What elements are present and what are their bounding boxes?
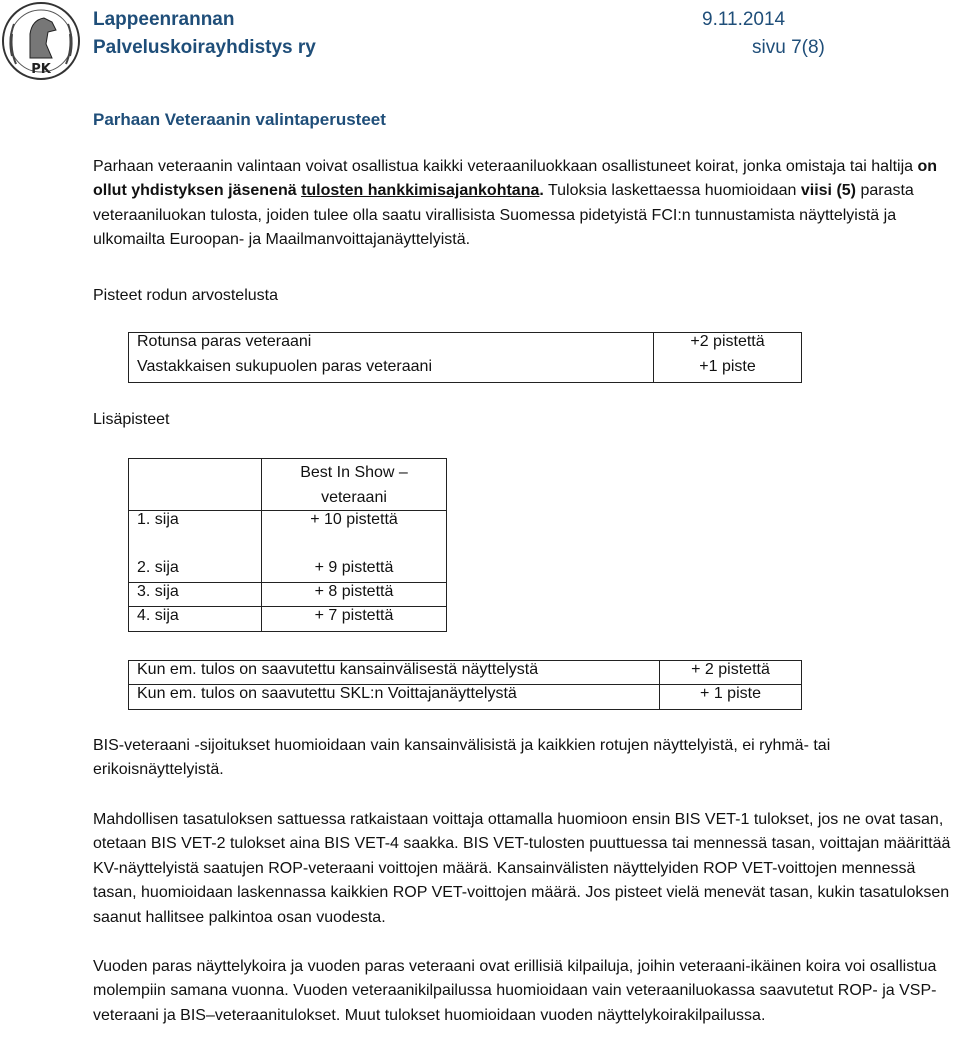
bis-header-line2: veteraani (321, 489, 387, 506)
club-logo (0, 0, 82, 82)
tiebreak-paragraph: Mahdollisen tasatuloksen sattuessa ratkaistaan voittaja ottamalla huomioon ensin BIS VET-1 tulokset, jos ne ovat tasan, otetaan BIS VET-2 tulokset aina BIS VET-4 saakka. BIS VET-tulosten puuttuessa tai mennessä tasan, voittajan määrittää KV-näyttelyistä saatujen ROP-veteraani voittojen määrä. Kansainvälisten näyttelyiden ROP VET-voittojen mennessä tasan, huomioidaan laskennassa kaikkien ROP VET-voittojen määrä. Jos pisteet vielä menevät tasan, kukin tasatuloksen saanut hallitsee palkintoa osan vuodesta. (93, 811, 951, 926)
intro-bold-3: viisi (5) (800, 182, 856, 200)
bis-header-line1: Best In Show – (300, 464, 408, 481)
breed-points-table (128, 332, 802, 383)
competition-paragraph: Vuoden paras näyttelykoira ja vuoden paras veteraani ovat erillisiä kilpailuja, joihin veteraani-ikäinen koira voi osallistua molempiin samana vuonna. Vuoden veteraanikilpailussa huomioidaan vain veteraaniluokassa saavutetut ROP- ja VSP- veteraani ja BIS–veteraanitulokset. Muut tulokset huomioidaan vuoden näyttelykoirakilpailussa. (93, 958, 937, 1024)
show-label-2: Kun em. tulos on saavutettu SKL:n Voittajanäyttelystä (129, 685, 660, 710)
intro-text-3: parasta veteraaniluokan tulosta, joiden tulee olla saatu virallisista Suomessa pidetyistä FCI:n tunnustamista näyttelyistä ja ulkomailta Euroopan- ja Maailmanvoittajanäyttelyistä. (93, 182, 914, 249)
intro-text-2: Tuloksia laskettaessa huomioidaan (543, 182, 801, 200)
intro-bold-underline: tulosten hankkimisajankohtana (301, 182, 540, 200)
table-row (129, 583, 447, 607)
show-points-2: + 1 piste (660, 685, 802, 710)
org-name-line1: Lappeenrannan (93, 9, 235, 30)
bis-table (128, 458, 447, 632)
bis-points-4: + 7 pistettä (262, 607, 447, 632)
show-points-1: + 2 pistettä (660, 661, 802, 685)
bis-points-2: + 9 pistettä (262, 559, 447, 583)
bis-place-3: 3. sija (129, 583, 262, 607)
bis-place-1: 1. sija (129, 511, 262, 559)
table-row (129, 459, 447, 511)
bis-note-paragraph: BIS-veteraani -sijoitukset huomioidaan vain kansainvälisistä ja kaikkien rotujen näyttelyistä, ei ryhmä- tai erikoisnäyttelyistä. (93, 737, 831, 779)
org-name-line2: Palveluskoirayhdistys ry (93, 37, 316, 58)
table-row (129, 333, 802, 358)
bonus-label: Lisäpisteet (93, 411, 170, 428)
table-row (129, 559, 447, 583)
page-number: sivu 7(8) (752, 37, 825, 58)
intro-bold-2: . (539, 182, 544, 200)
breed-label-2: Vastakkaisen sukupuolen paras veteraani (129, 358, 654, 383)
breed-label-1: Rotunsa paras veteraani (129, 333, 654, 358)
page-title: Parhaan Veteraanin valintaperusteet (93, 110, 386, 129)
bis-place-4: 4. sija (129, 607, 262, 632)
table-row (129, 511, 447, 559)
bis-points-3: + 8 pistettä (262, 583, 447, 607)
intro-text-1: Parhaan veteraanin valintaan voivat osallistua kaikki veteraaniluokkaan osallistuneet koirat, jonka omistaja tai haltija (93, 158, 918, 175)
table-row (129, 607, 447, 632)
intro-paragraph (93, 155, 959, 253)
table-row (129, 358, 802, 383)
header-date: 9.11.2014 (702, 9, 786, 30)
table-row (129, 685, 802, 710)
bis-points-1: + 10 pistettä (262, 511, 447, 559)
breed-points-2: +1 piste (654, 358, 802, 383)
bis-header (262, 459, 447, 511)
show-points-table (128, 660, 802, 710)
show-label-1: Kun em. tulos on saavutettu kansainvälisestä näyttelystä (129, 661, 660, 685)
table-row (129, 661, 802, 685)
breed-points-1: +2 pistettä (654, 333, 802, 358)
intro-bold-1: on ollut yhdistyksen jäsenenä (93, 158, 938, 200)
bis-place-2: 2. sija (129, 559, 262, 583)
logo-text: PK (31, 62, 51, 77)
points-heading: Pisteet rodun arvostelusta (93, 287, 278, 304)
